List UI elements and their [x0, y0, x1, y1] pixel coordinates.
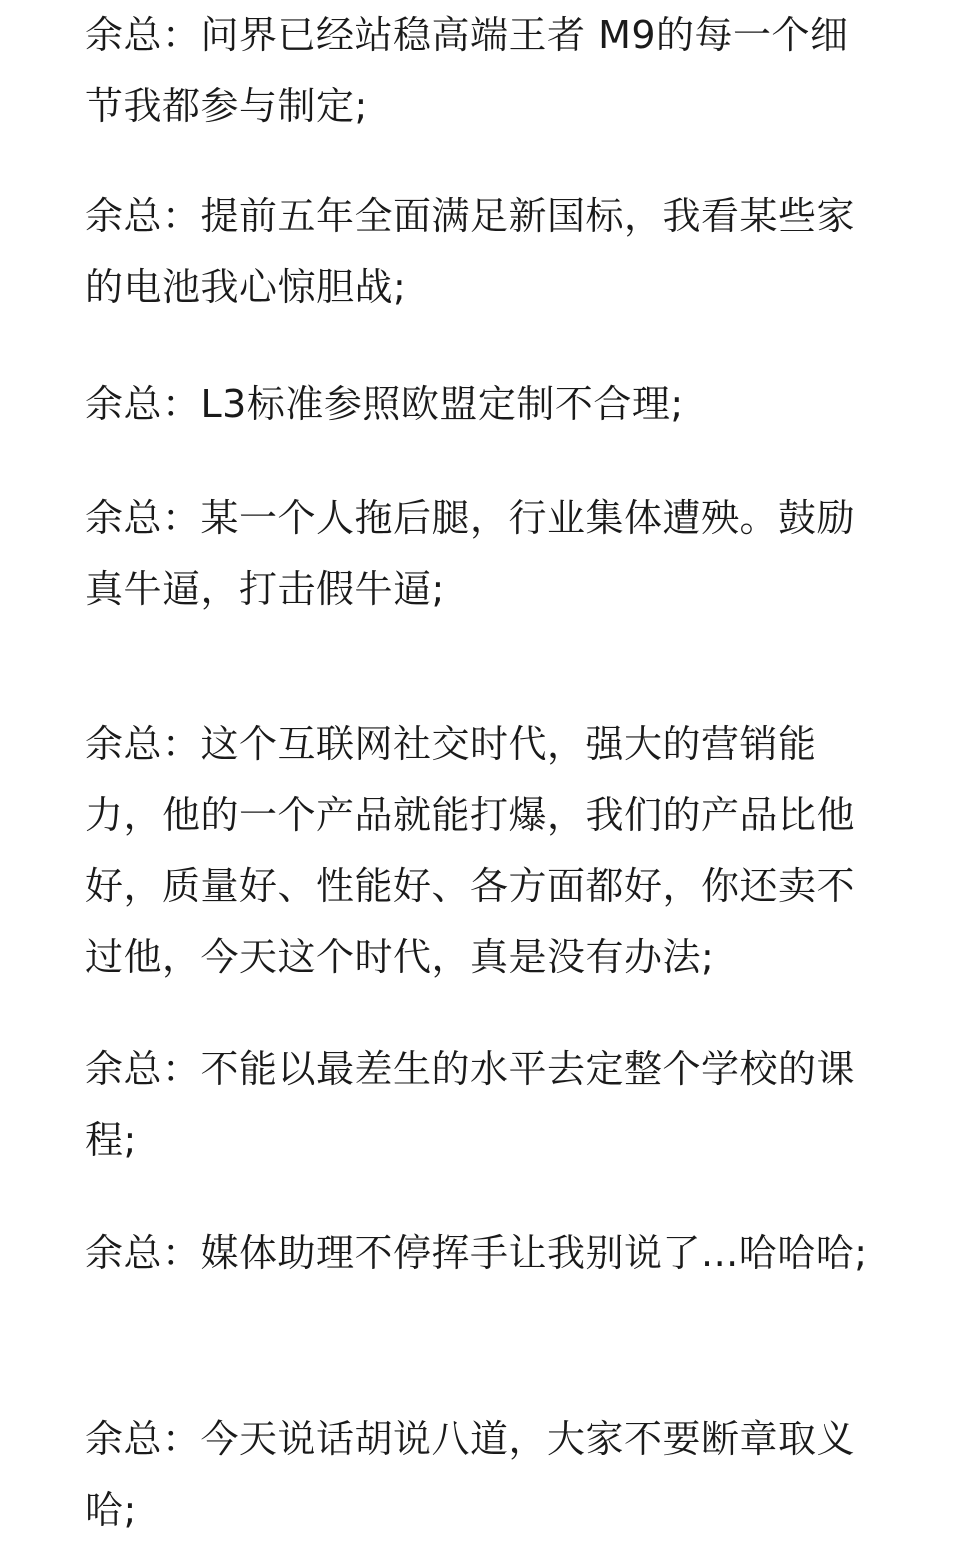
quote-paragraph-5: 余总：这个互联网社交时代，强大的营销能力，他的一个产品就能打爆，我们的产品比他好，质量好、性能好、各方面都好，你还卖不过他，今天这个时代，真是没有办法;: [85, 722, 856, 979]
quote-paragraph-4: 余总：某一个人拖后腿，行业集体遭殃。鼓励真牛逼，打击假牛逼;: [85, 496, 856, 611]
quote-paragraph-1: 余总：问界已经站稳高端王者 M9的每一个细节我都参与制定;: [85, 13, 849, 128]
quote-paragraph-7: 余总：媒体助理不停挥手让我别说了...哈哈哈;: [85, 1231, 868, 1275]
quote-paragraph-2: 余总：提前五年全面满足新国标，我看某些家的电池我心惊胆战;: [85, 194, 856, 309]
quote-paragraph-6: 余总：不能以最差生的水平去定整个学校的课程;: [85, 1047, 856, 1162]
quote-paragraph-8: 余总：今天说话胡说八道，大家不要断章取义哈;: [85, 1417, 856, 1532]
quote-paragraph-3: 余总：L3标准参照欧盟定制不合理;: [85, 382, 684, 426]
